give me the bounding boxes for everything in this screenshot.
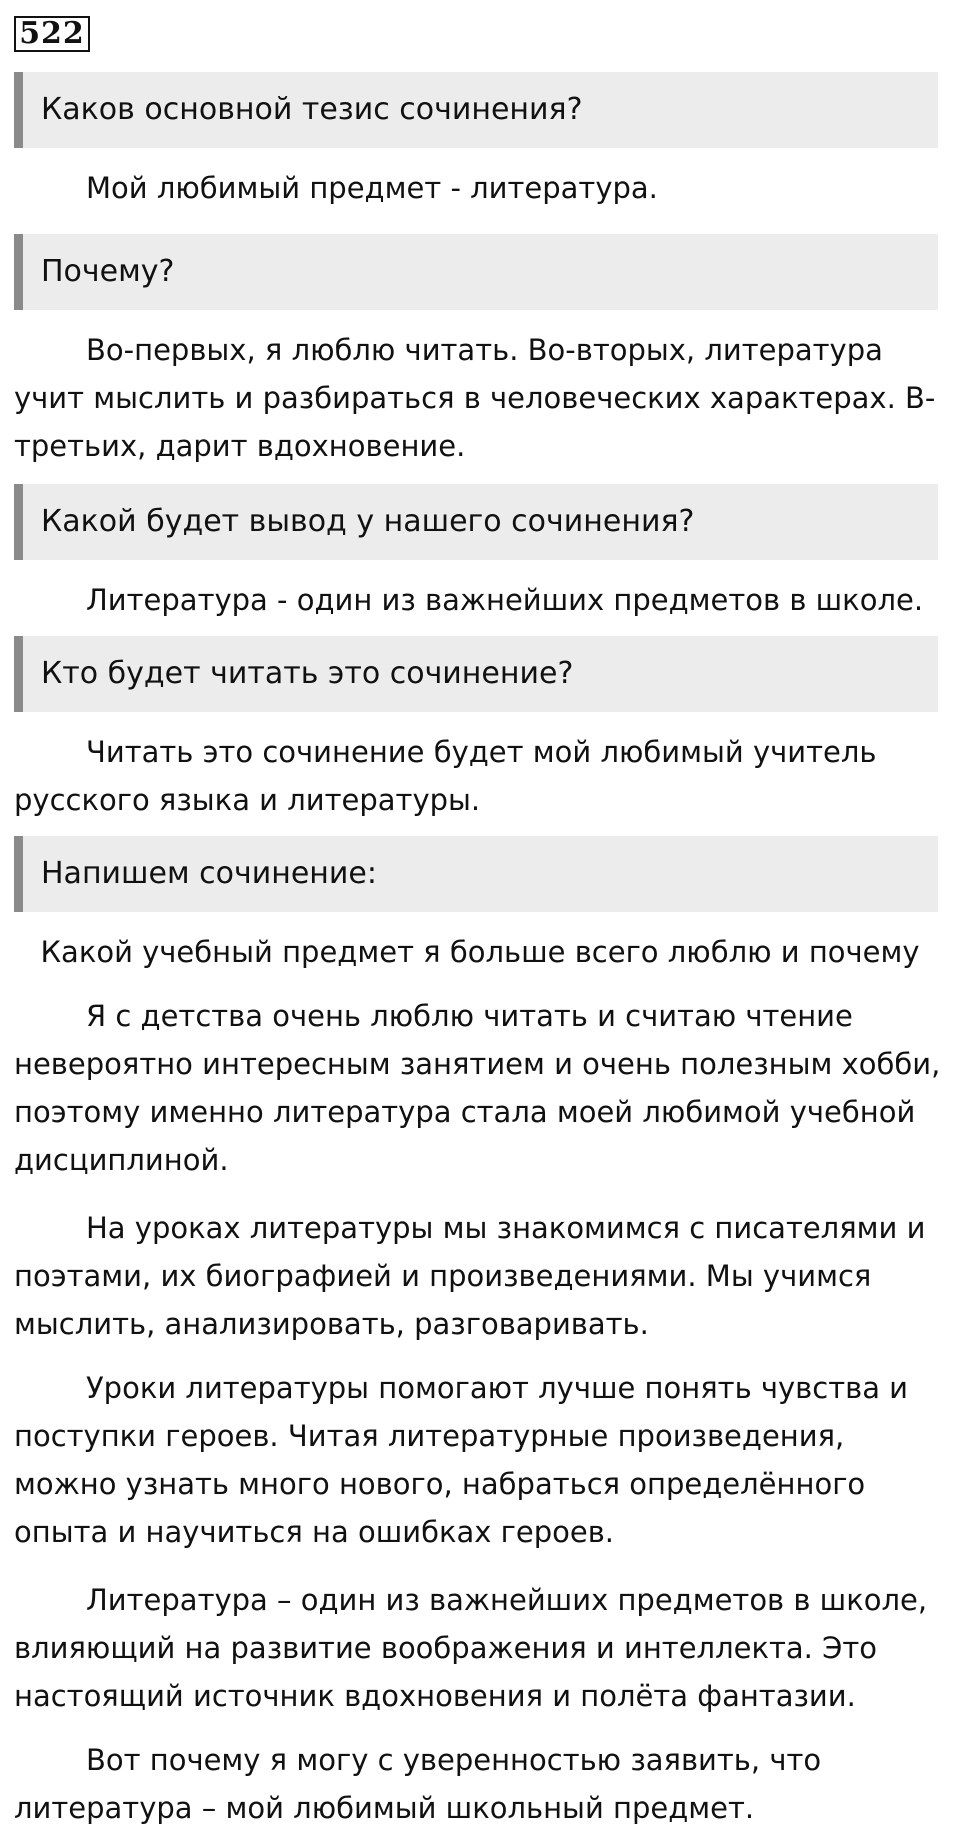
question-band-thesis	[14, 72, 938, 148]
question-band-conclusion	[14, 484, 938, 560]
essay-paragraph-5: Вот почему я могу с уверенностью заявить, что литература – мой любимый школьный предмет.	[14, 1743, 822, 1825]
answer-why: Во-первых, я люблю читать. Во-вторых, литература учит мыслить и разбираться в человеческих характерах. В-третьих, дарит вдохновение.	[14, 333, 936, 463]
answer-reader: Читать это сочинение будет мой любимый учитель русского языка и литературы.	[14, 735, 877, 817]
question-text-write: Напишем сочинение:	[41, 856, 377, 891]
question-band-reader	[14, 636, 938, 712]
question-text-thesis: Каков основной тезис сочинения?	[41, 92, 583, 127]
question-band-why	[14, 234, 938, 310]
essay-paragraph-2: На уроках литературы мы знакомимся с писателями и поэтами, их биографией и произведениями. Мы учимся мыслить, анализировать, разговаривать.	[14, 1211, 926, 1341]
essay-title: Какой учебный предмет я больше всего люблю и почему	[40, 935, 920, 969]
question-text-why: Почему?	[41, 254, 175, 289]
essay-paragraph-4: Литература – один из важнейших предметов в школе, влияющий на развитие воображения и интеллекта. Это настоящий источник вдохновения и полёта фантазии.	[14, 1583, 928, 1713]
answer-conclusion: Литература - один из важнейших предметов в школе.	[86, 583, 924, 617]
essay-paragraph-1: Я с детства очень люблю читать и считаю чтение невероятно интересным занятием и очень полезным хобби, поэтому именно литература стала моей любимой учебной дисциплиной.	[14, 999, 941, 1177]
question-band-write	[14, 836, 938, 912]
question-text-reader: Кто будет читать это сочинение?	[41, 656, 574, 691]
essay-paragraph-3: Уроки литературы помогают лучше понять чувства и поступки героев. Читая литературные произведения, можно узнать много нового, набраться определённого опыта и научиться на ошибках героев.	[14, 1371, 909, 1549]
task-number-badge: 522	[14, 16, 90, 52]
answer-thesis: Мой любимый предмет - литература.	[86, 171, 658, 205]
question-text-conclusion: Какой будет вывод у нашего сочинения?	[41, 504, 695, 539]
